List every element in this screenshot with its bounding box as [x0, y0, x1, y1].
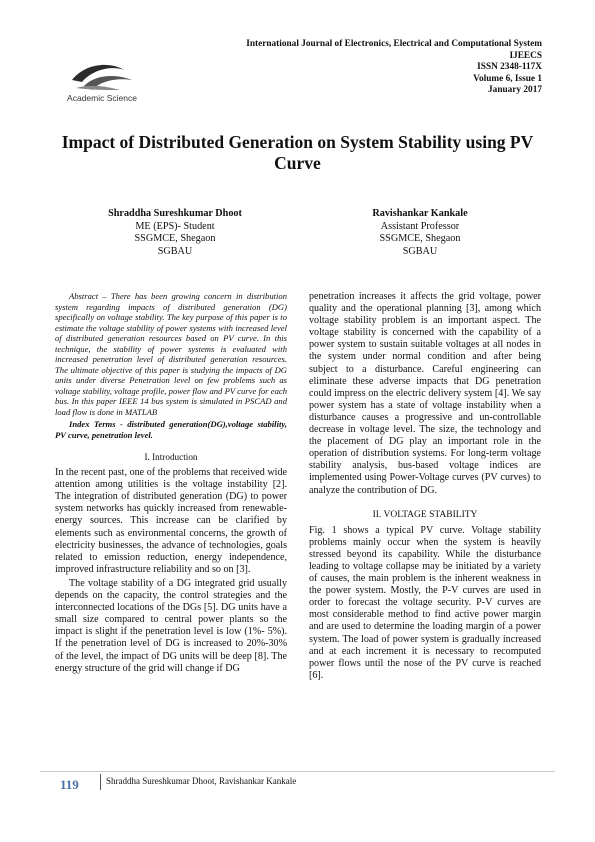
logo-swirl-icon [66, 60, 138, 94]
footer-separator [100, 774, 101, 790]
footer-authors: Shraddha Sureshkumar Dhoot, Ravishankar Kankale [106, 776, 297, 786]
author-college: SSGMCE, Shegaon [379, 233, 461, 245]
journal-abbrev: IJEECS [509, 50, 542, 61]
logo-text: Academic Science [67, 93, 137, 103]
intro-paragraph-2: The voltage stability of a DG integrated grid usually depends on the capacity, the control strategies and the interconnected locations of the DGs [5]. DG units have a small size compared to central power plants so the impact is slight if the penetration level is low (1%- 5%). If the penetration level of DG is increased to 20%-30% of the level, the impact of DG units will be deep [8]. The energy structure of the grid will change if DG [55, 577, 287, 674]
index-terms: Index Terms - distributed generation(DG),voltage stability, PV curve, penetration level. [55, 419, 287, 440]
intro-paragraph-1: In the recent past, one of the problems that received wide attention among utilities is the voltage instability [2]. The integration of distributed generation (DG) to power system networks has quickly increased from renewable- energy sources. This increase can be clarified by elements such as environmental concerns, the growth of electricity businesses, the advance of technologies, goals related to emission reduction, energy independence, improved infrastructure reliability and so on [3]. [55, 467, 287, 575]
author-college: SSGMCE, Shegaon [134, 233, 216, 245]
footer-divider [40, 771, 555, 772]
journal-volume: Volume 6, Issue 1 [473, 73, 542, 84]
page-number: 119 [60, 777, 79, 792]
author-2 [320, 208, 520, 258]
body-paragraph-continued: penetration increases it affects the grid voltage, power quality and the operational planning [3], among which voltage stability problem is an important aspect. The voltage stability is concerned with the capability of a power system to sustain suitable voltages at all nodes in the system under normal condition and after being subject to a disturbance. Careful engineering can eliminate these adverse impacts that DG penetration could impress on the electric delivery system [4]. We say power system has a state of voltage instability when a disturbance causes a progressive and un-controllable decrease in voltage level. The size, the technology and the placement of DG play an important role in the operation of distribution systems. For long-term voltage stability analysis, bus-based voltage indices are implemented using Power-Voltage curves (PV curves) to analyze the contribution of DG. [309, 291, 541, 496]
journal-date: January 2017 [488, 85, 542, 96]
author-university: SGBAU [402, 245, 438, 257]
journal-name: International Journal of Electronics, Electrical and Computational System [246, 39, 542, 49]
section-heading-introduction: I. Introduction [144, 452, 198, 462]
left-column [55, 291, 287, 675]
author-name: Shraddha Sureshkumar Dhoot [108, 208, 242, 219]
author-name: Ravishankar Kankale [372, 208, 468, 219]
author-role: Assistant Professor [380, 220, 460, 232]
voltage-stability-paragraph: Fig. 1 shows a typical PV curve. Voltage stability problems mainly occur when the system is heavily stressed beyond its capability. While the disturbance leading to voltage collapse may be initiated by a variety of causes, the main problem is the inherent weakness in the power system. Mostly, the P-V curves are used in order to forecast the voltage security. P-V curves are most considerable method to find active power margin and are used to determine the loading margin of a power system. The load of power system is gradually increased and at each increment it is necessary to recomputed power flows until the nose of the PV curve is reached [6]. [309, 524, 541, 681]
author-1 [75, 208, 275, 258]
author-role: ME (EPS)- Student [135, 220, 215, 232]
right-column [309, 291, 541, 682]
abstract: Abstract – There has been growing concern in distribution system regarding impacts of distributed generation (DG) specifically on voltage stability. The key purpose of this paper is to estimate the voltage stability of power systems with increased level of distributed generation resources based on PV curve. In this technique, the stability of power systems is evaluated with increased penetration level of distributed generation resources. The ultimate objective of this paper is studying the impacts of DG units under diverse Penetration level on few problems such as voltage stability, voltage profile, power flow and PV curve for each bus. In this paper IEEE 14 bus system is simulated in PSCAD and load flow is done in MATLAB [55, 291, 287, 417]
journal-issn: ISSN 2348-117X [477, 62, 542, 73]
paper-title: Impact of Distributed Generation on System Stability using PV Curve [61, 132, 534, 173]
journal-info [246, 39, 542, 97]
section-heading-voltage-stability: II. VOLTAGE STABILITY [372, 509, 478, 520]
academic-science-logo [56, 60, 148, 108]
author-university: SGBAU [157, 245, 193, 257]
